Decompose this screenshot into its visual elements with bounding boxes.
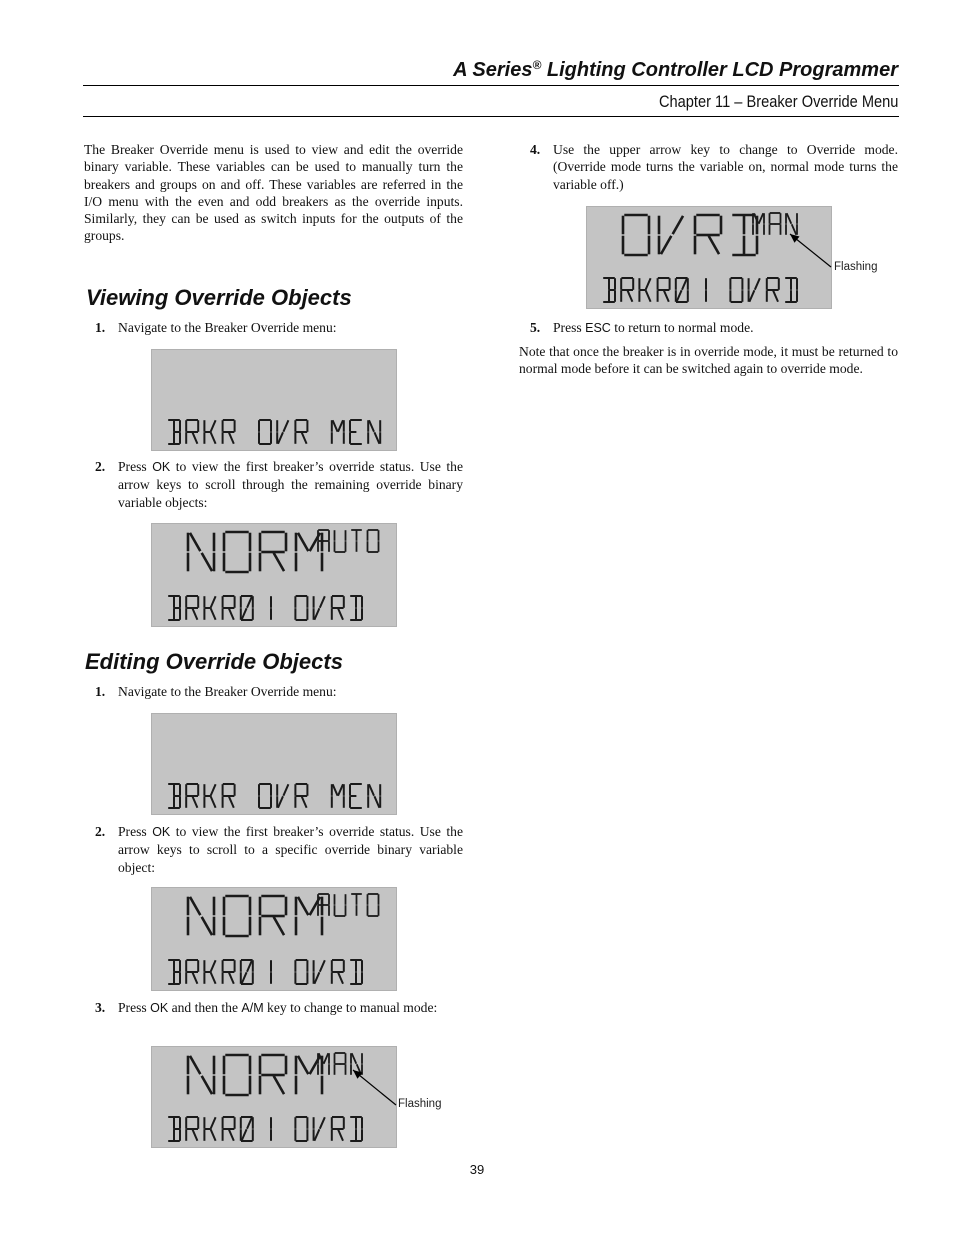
- ok-key: OK: [152, 825, 171, 839]
- page-number: 39: [469, 1162, 485, 1177]
- lcd-object-text: [169, 960, 362, 984]
- lcd-breaker-menu-view: [151, 349, 397, 451]
- lcd-norm-auto-edit: [151, 887, 397, 991]
- lcd-norm-man: [151, 1046, 397, 1148]
- lcd-mode-text: [753, 213, 797, 234]
- editing-heading: Editing Override Objects: [85, 649, 343, 674]
- lcd-mode-text: [318, 1053, 362, 1074]
- lcd-breaker-menu-edit: [151, 713, 397, 815]
- lcd-object-text: [604, 278, 797, 302]
- lcd-menu-text: [169, 784, 380, 808]
- lcd-big-text: [188, 1055, 322, 1095]
- am-key: A/M: [241, 1001, 264, 1015]
- chapter-title: Chapter 11 – Breaker Override Menu: [658, 92, 898, 111]
- lcd-big-text: [188, 896, 322, 936]
- ok-key: OK: [150, 1001, 169, 1015]
- lcd-object-text: [169, 596, 362, 620]
- note-paragraph: Note that once the breaker is in override mode, it must be returned to normal mode before it can be switched again to override mode.: [519, 344, 898, 377]
- lcd-mode-text: [318, 530, 379, 552]
- ok-key: OK: [152, 460, 171, 474]
- lcd-mode-text: [318, 894, 379, 916]
- intro-paragraph: The Breaker Override menu is used to view and edit the override binary variable. These variables can be used to manually turn the breakers and groups on and off. These variables are referred in the I/O menu with the even and odd breakers as the override inputs. Similarly, they can be used as switch inputs for the outputs of the groups.: [84, 142, 463, 244]
- flashing-label: Flashing: [834, 261, 878, 273]
- header-rule: [83, 85, 899, 86]
- document-title: A Series® Lighting Controller LCD Programmer: [453, 58, 898, 81]
- lcd-norm-auto-view: [151, 523, 397, 627]
- lcd-menu-text: [169, 420, 380, 444]
- header-rule-bottom: [83, 116, 899, 117]
- lcd-big-text: [623, 215, 757, 255]
- lcd-object-text: [169, 1117, 362, 1141]
- viewing-heading: Viewing Override Objects: [86, 285, 352, 310]
- lcd-big-text: [188, 532, 322, 572]
- lcd-ovrd-man: [586, 206, 832, 309]
- esc-key: ESC: [585, 321, 611, 335]
- flashing-label: Flashing: [398, 1098, 442, 1110]
